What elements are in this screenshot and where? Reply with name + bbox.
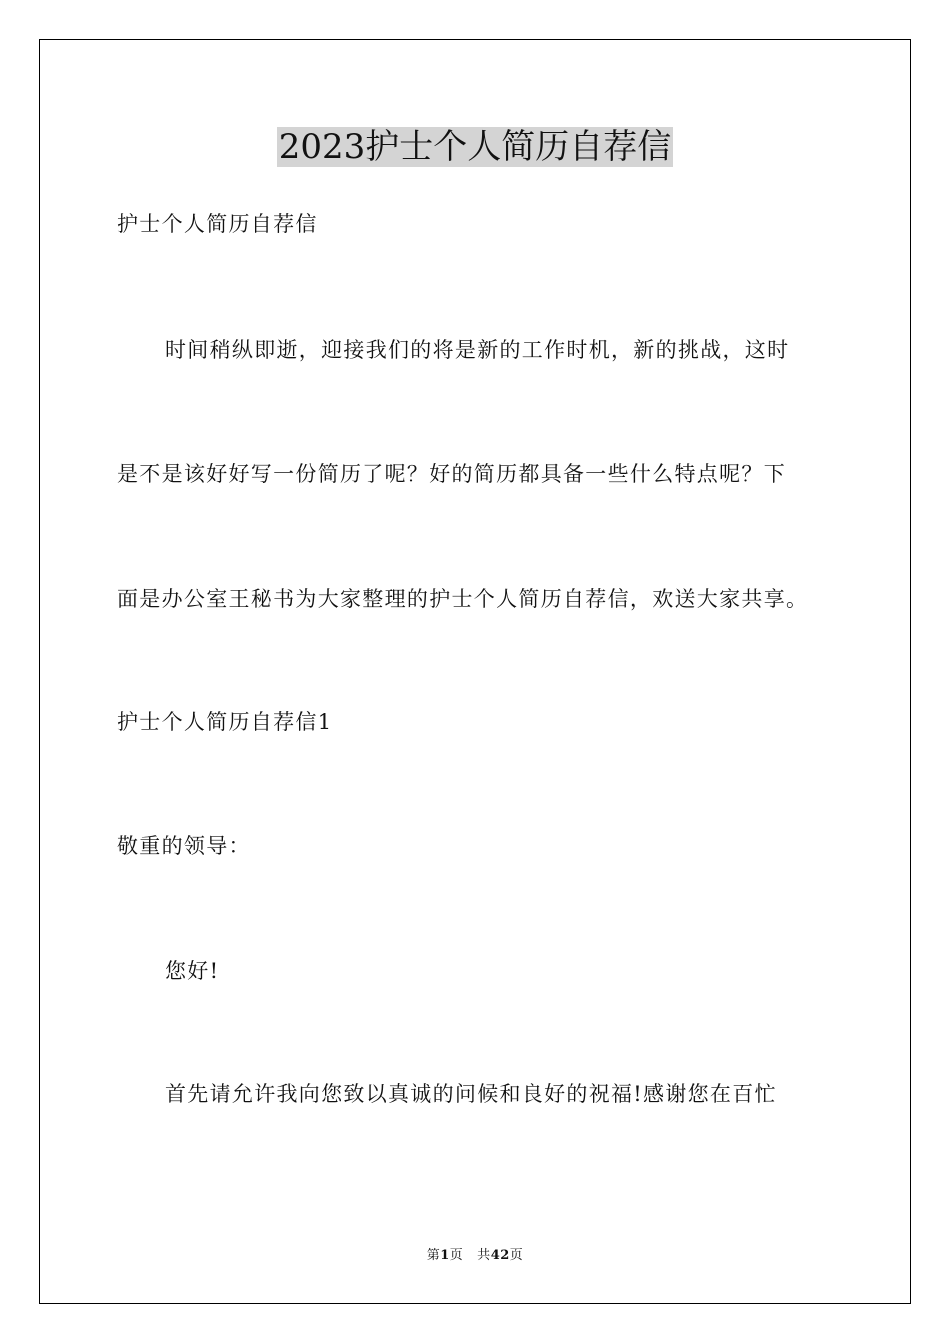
page-number: 1: [440, 1248, 450, 1263]
paragraph-line: 面是办公室王秘书为大家整理的护士个人简历自荐信，欢送大家共享。: [117, 587, 809, 611]
paragraph-line: 时间稍纵即逝，迎接我们的将是新的工作时机，新的挑战，这时: [165, 338, 790, 362]
document-title-text: 2023护士个人简历自荐信: [278, 127, 672, 167]
paragraph-line: 是不是该好好写一份简历了呢？好的简历都具备一些什么特点呢？下: [117, 462, 786, 486]
page-prefix: 第: [426, 1248, 441, 1263]
salutation: 敬重的领导：: [117, 834, 251, 858]
page-footer: [0, 1246, 950, 1266]
page-suffix: 页: [449, 1248, 464, 1263]
total-prefix: 共: [477, 1248, 491, 1263]
document-title: [0, 124, 950, 170]
total-suffix: 页: [509, 1248, 524, 1263]
paragraph-line: 首先请允许我向您致以真诚的问候和良好的祝福!感谢您在百忙: [165, 1082, 777, 1106]
section-heading: 护士个人简历自荐信1: [117, 710, 333, 734]
greeting: 您好!: [165, 959, 220, 983]
total-pages: 42: [490, 1248, 510, 1263]
section-heading: 护士个人简历自荐信: [117, 212, 318, 236]
